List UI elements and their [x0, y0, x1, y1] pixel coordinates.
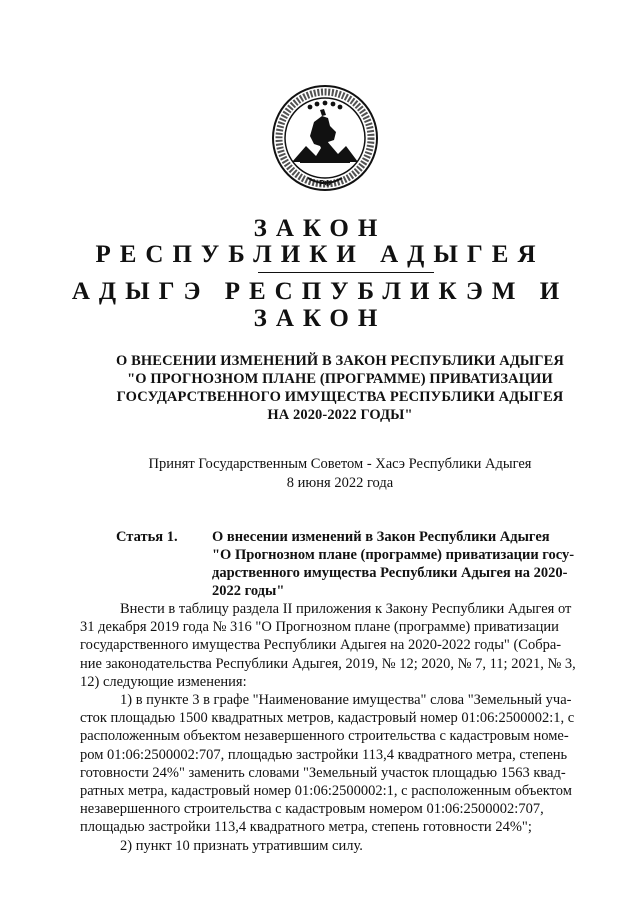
heading-line: "О ПРОГНОЗНОМ ПЛАНЕ (ПРОГРАММЕ) ПРИВАТИЗАЦИИ — [127, 371, 553, 387]
adoption-body: Принят Государственным Советом - Хасэ Республики Адыгея — [148, 456, 532, 472]
article-title-line: 2022 годы" — [212, 583, 285, 599]
body-line: государственного имущества Республики Адыгея на 2020-2022 годы" (Собра- — [80, 637, 562, 654]
title-divider — [258, 272, 434, 273]
body-line: расположенным объектом незавершенного строительства с кадастровым номе- — [80, 728, 569, 745]
body-line: сток площадью 1500 квадратных метров, кадастровый номер 01:06:2500002:1, с — [80, 710, 575, 727]
heading-line: ГОСУДАРСТВЕННОГО ИМУЩЕСТВА РЕСПУБЛИКИ АДЫГЕЯ — [116, 389, 564, 405]
svg-text:РФ: РФ — [318, 179, 332, 188]
body-line: ратных метра, кадастровый номер 01:06:2500002:1, с расположенным объектом — [80, 783, 572, 800]
article-title-line: дарственного имущества Республики Адыгея на 2020- — [212, 565, 568, 581]
article-title-line: О внесении изменений в Закон Республики Адыгея — [212, 529, 550, 545]
article-title — [212, 528, 604, 600]
article-title-line: "О Прогнозном плане (программе) приватизации госу- — [212, 547, 575, 563]
title-line-zakon: ЗАКОН — [253, 215, 387, 242]
body-line: 2) пункт 10 признать утратившим силу. — [120, 837, 363, 854]
body-line: ние законодательства Республики Адыгея, 2019, № 12; 2020, № 7, 11; 2021, № 3, — [80, 655, 576, 672]
body-line: 31 декабря 2019 года № 316 "О Прогнозном плане (программе) приватизации — [80, 619, 559, 636]
body-line: незавершенного строительства с кадастровым номером 01:06:2500002:707, — [80, 801, 544, 818]
heading-line: О ВНЕСЕНИИ ИЗМЕНЕНИЙ В ЗАКОН РЕСПУБЛИКИ АДЫГЕЯ — [116, 353, 564, 369]
coat-of-arms-icon — [270, 82, 380, 212]
law-heading — [80, 352, 600, 424]
title-line-republic: РЕСПУБЛИКИ АДЫГЕЯ — [95, 241, 545, 268]
body-line: ром 01:06:2500002:707, площадью застройки 113,4 квадратного метра, степень — [80, 746, 568, 763]
body-line: Внести в таблицу раздела II приложения к Закону Республики Адыгея от — [120, 601, 572, 617]
article-label: Статья 1. — [116, 529, 178, 545]
body-line: 1) в пункте 3 в графе "Наименование имущества" слова "Земельный уча- — [120, 692, 572, 709]
heading-line: НА 2020-2022 ГОДЫ" — [267, 407, 413, 423]
article-body — [80, 600, 604, 855]
body-line: готовности 24%" заменить словами "Земельный участок площадью 1563 квад- — [80, 764, 566, 781]
body-line: площадью застройки 113,4 квадратного метра, степень готовности 24%"; — [80, 819, 532, 836]
adoption-date: 8 июня 2022 года — [286, 475, 394, 491]
adoption-info — [80, 455, 600, 493]
title-line-zakon-adyghe: ЗАКОН — [253, 305, 387, 332]
title-line-adyghe: АДЫГЭ РЕСПУБЛИКЭМ И — [71, 278, 569, 305]
body-line: 12) следующие изменения: — [80, 673, 247, 690]
